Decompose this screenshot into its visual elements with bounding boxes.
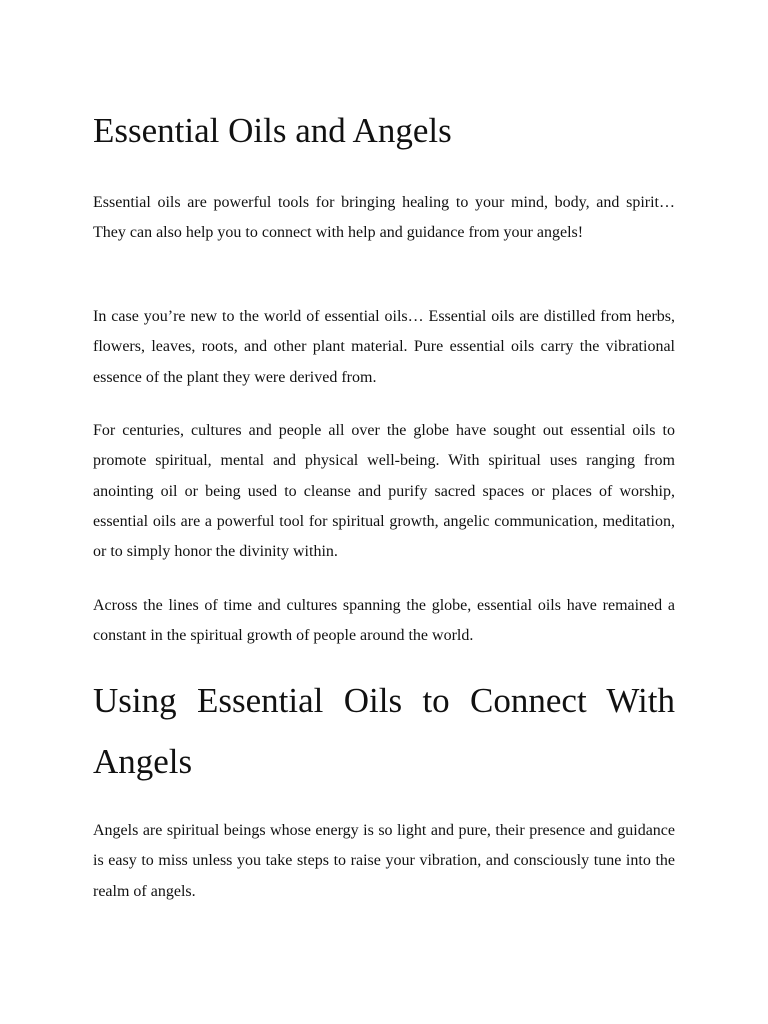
paragraph-history: For centuries, cultures and people all over the globe have sought out essential oils to promote spiritual, mental and physical well-being. With spiritual uses ranging from anointing oil or being used to cleanse and purify sacred spaces or places of worship, essential oils are a powerful tool for spiritual growth, angelic communication, meditation, or to simply honor the divinity within. xyxy=(93,422,675,561)
section-heading: Using Essential Oils to Connect With Angels xyxy=(93,681,675,781)
paragraph-intro: Essential oils are powerful tools for bringing healing to your mind, body, and spirit… They can also help you to connect with help and guidance from your angels! xyxy=(93,194,675,242)
document-title: Essential Oils and Angels xyxy=(93,111,452,150)
paragraph-constant: Across the lines of time and cultures spanning the globe, essential oils have remained a constant in the spiritual growth of people around the world. xyxy=(93,597,675,645)
paragraph-definition: In case you’re new to the world of essential oils… Essential oils are distilled from herbs, flowers, leaves, roots, and other plant material. Pure essential oils carry the vibrational essence of the plant they were derived from. xyxy=(93,308,675,386)
paragraph-angels: Angels are spiritual beings whose energy is so light and pure, their presence and guidance is easy to miss unless you take steps to raise your vibration, and consciously tune into the realm of angels. xyxy=(93,822,675,900)
